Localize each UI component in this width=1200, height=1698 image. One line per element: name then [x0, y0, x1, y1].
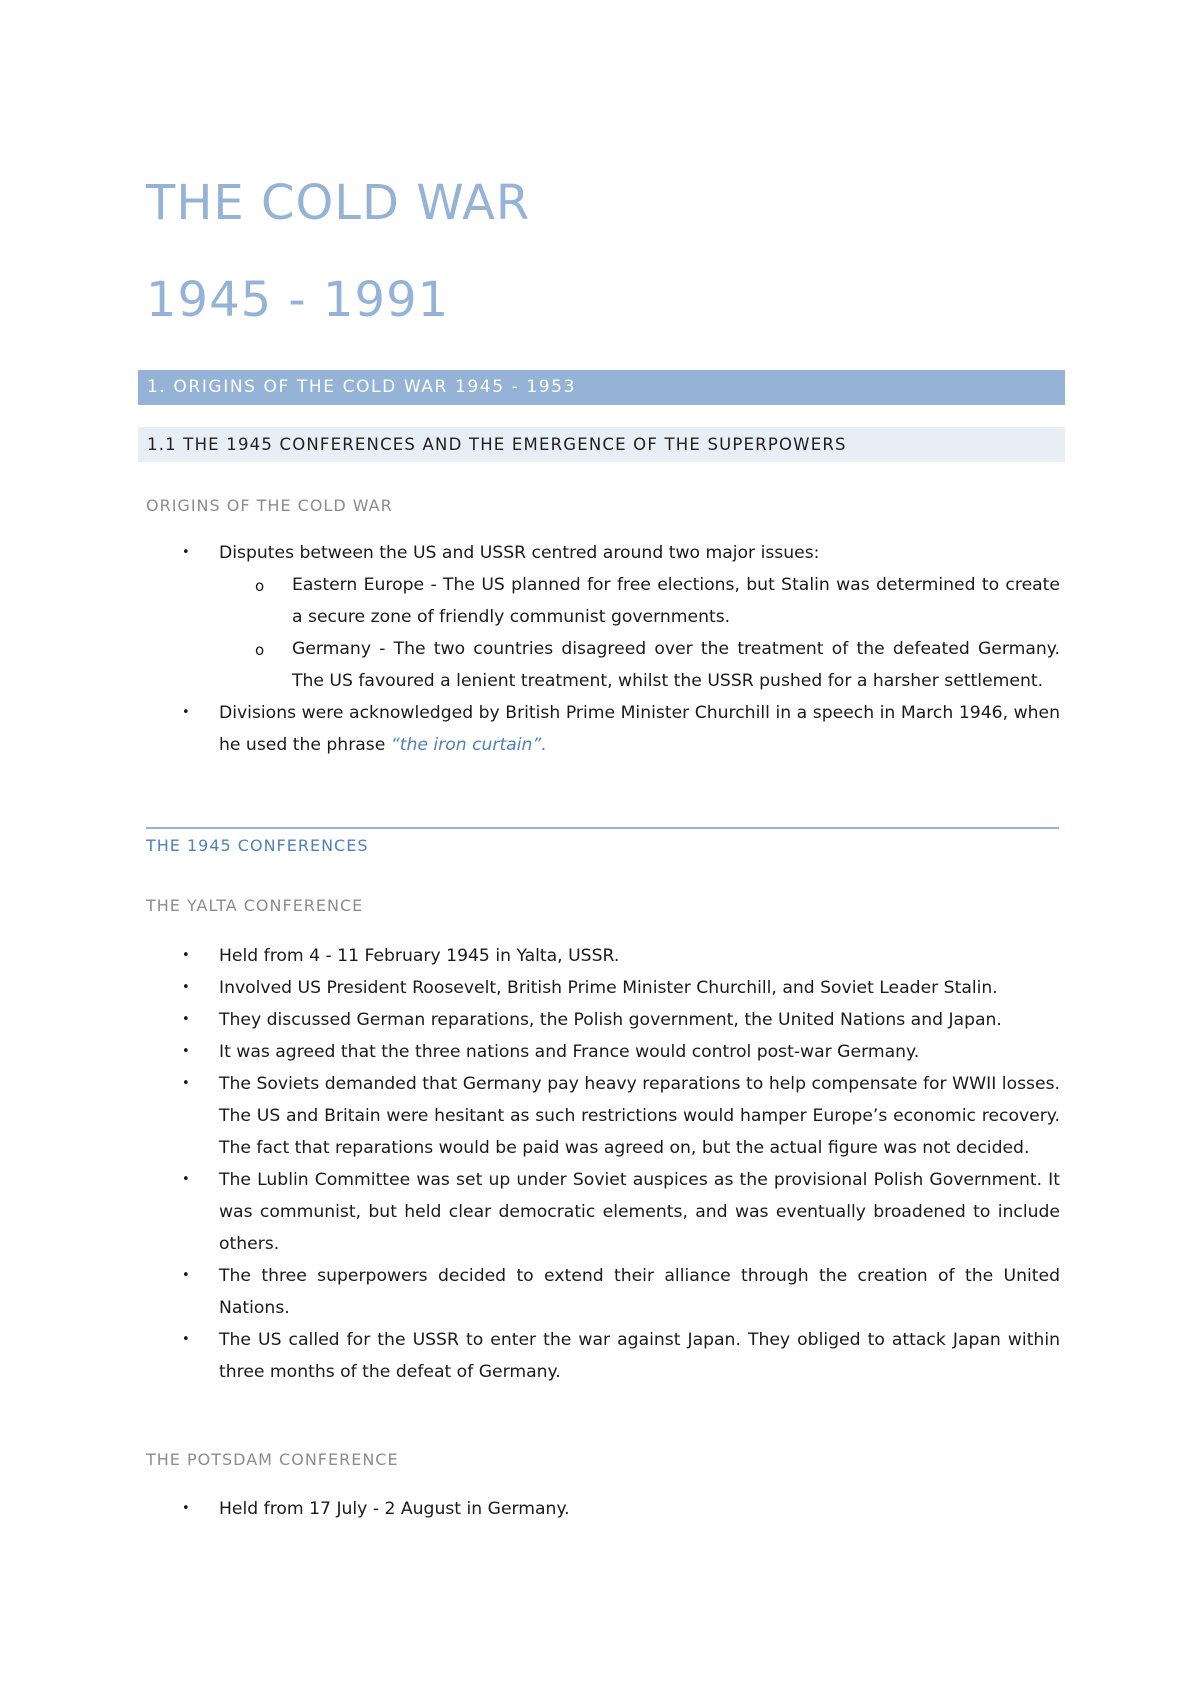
potsdam-heading: THE POTSDAM CONFERENCE	[146, 1450, 399, 1469]
conferences-heading: THE 1945 CONFERENCES	[146, 836, 369, 855]
bullet-icon: •	[182, 980, 190, 995]
yalta-list	[146, 940, 1060, 1388]
list-item	[146, 940, 1060, 972]
sub-list-item-text: Eastern Europe - The US planned for free elections, but Stalin was determined to create a secure zone of friendly communist governments.	[292, 575, 1060, 627]
list-item-text: The US called for the USSR to enter the war against Japan. They obliged to attack Japan within three months of the defeat of Germany.	[219, 1330, 1060, 1382]
sub-list	[219, 569, 1060, 697]
list-item	[146, 1324, 1060, 1388]
bullet-icon: •	[182, 1172, 190, 1187]
list-item-text: Involved US President Roosevelt, British Prime Minister Churchill, and Soviet Leader Stalin.	[219, 978, 998, 998]
sub-list-item-text: Germany - The two countries disagreed over the treatment of the defeated Germany. The US favoured a lenient treatment, whilst the USSR pushed for a harsher settlement.	[292, 639, 1060, 691]
bullet-icon: •	[182, 948, 190, 963]
quote-period: .	[541, 735, 547, 755]
bullet-icon: •	[182, 1332, 190, 1347]
list-item-text: Held from 17 July - 2 August in Germany.	[219, 1499, 570, 1519]
bullet-icon: •	[182, 1012, 190, 1027]
section-subheading-1-1: 1.1 THE 1945 CONFERENCES AND THE EMERGENCE OF THE SUPERPOWERS	[138, 427, 1065, 462]
list-item	[146, 1260, 1060, 1324]
list-item-text: Divisions were acknowledged by British Prime Minister Churchill in a speech in March 1946, when he used the phrase	[219, 703, 1060, 755]
list-item	[146, 972, 1060, 1004]
iron-curtain-quote: “the iron curtain”	[390, 735, 542, 755]
list-item-text: The Lublin Committee was set up under Soviet auspices as the provisional Polish Government. It was communist, but held clear democratic elements, and was eventually broadened to include others.	[219, 1170, 1060, 1254]
list-item	[146, 1036, 1060, 1068]
bullet-icon: •	[182, 1076, 190, 1091]
list-item	[146, 1068, 1060, 1164]
sub-bullet-icon: o	[255, 641, 265, 659]
sub-list-item	[219, 633, 1060, 697]
list-item-text: It was agreed that the three nations and France would control post-war Germany.	[219, 1042, 920, 1062]
list-item-text: The Soviets demanded that Germany pay heavy reparations to help compensate for WWII losses. The US and Britain were hesitant as such restrictions would hamper Europe’s economic recovery. The fact that reparations would be paid was agreed on, but the actual figure was not decided.	[219, 1074, 1060, 1158]
origins-heading: ORIGINS OF THE COLD WAR	[146, 496, 393, 515]
potsdam-list	[146, 1493, 1060, 1525]
list-item	[146, 537, 1060, 697]
origins-list	[146, 537, 1060, 761]
yalta-heading: THE YALTA CONFERENCE	[146, 896, 364, 915]
list-item-text: Disputes between the US and USSR centred around two major issues:	[219, 543, 820, 563]
section-heading-1: 1. ORIGINS OF THE COLD WAR 1945 - 1953	[138, 370, 1065, 405]
document-title: THE COLD WAR	[146, 175, 531, 231]
list-item-text: They discussed German reparations, the Polish government, the United Nations and Japan.	[219, 1010, 1002, 1030]
sub-bullet-icon: o	[255, 577, 265, 595]
bullet-icon: •	[182, 1501, 190, 1516]
bullet-icon: •	[182, 1044, 190, 1059]
list-item	[146, 1004, 1060, 1036]
list-item	[146, 1493, 1060, 1525]
list-item-text: The three superpowers decided to extend their alliance through the creation of the United Nations.	[219, 1266, 1060, 1318]
sub-list-item	[219, 569, 1060, 633]
bullet-icon: •	[182, 1268, 190, 1283]
list-item	[146, 1164, 1060, 1260]
bullet-icon: •	[182, 545, 190, 560]
section-divider	[146, 827, 1059, 829]
bullet-icon: •	[182, 705, 190, 720]
list-item	[146, 697, 1060, 761]
list-item-text: Held from 4 - 11 February 1945 in Yalta, USSR.	[219, 946, 620, 966]
document-title-dates: 1945 - 1991	[146, 272, 450, 328]
